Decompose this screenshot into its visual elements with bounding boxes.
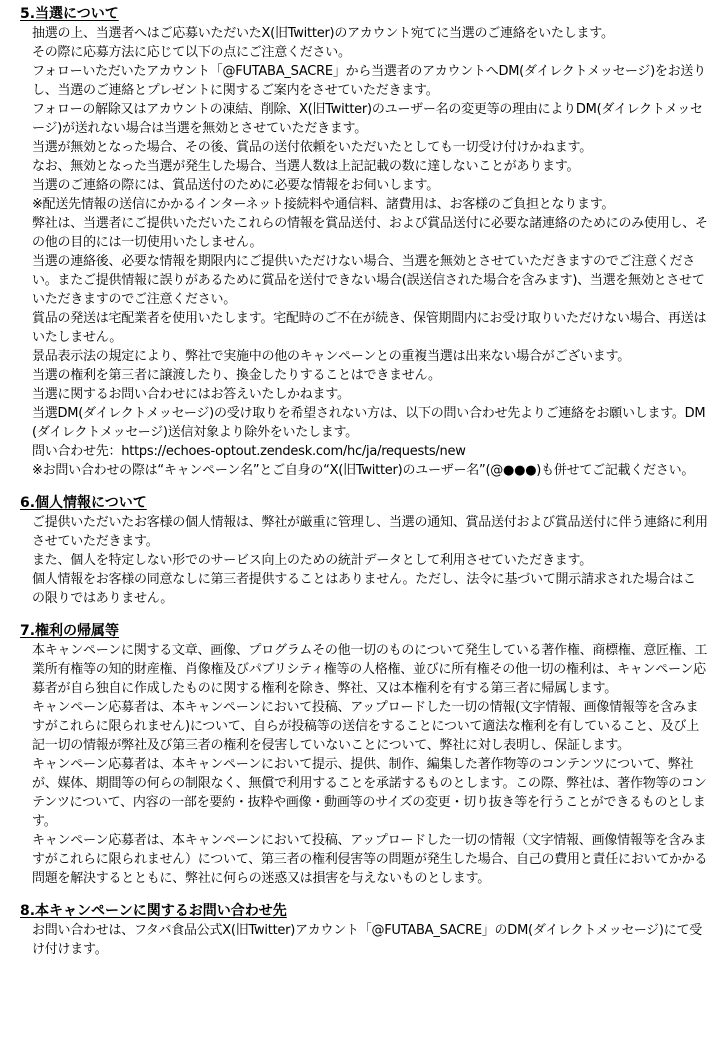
contact-url: 問い合わせ先：https://echoes-optout.zendesk.com/hc/ja/requests/new — [32, 444, 466, 459]
section-contact — [20, 901, 708, 959]
paragraph: フォローの解除又はアカウントの凍結、削除、X(旧Twitter)のユーザー名の変更等の理由によりDM(ダイレクトメッセージ)が送れない場合は当選を無効とさせていただきます。 — [32, 102, 703, 136]
paragraph: 抽選の上、当選者へはご応募いただいたX(旧Twitter)のアカウント宛てに当選のご連絡をいたします。 — [32, 26, 614, 41]
paragraph: キャンペーン応募者は、本キャンペーンにおいて提示、提供、制作、編集した著作物等のコンテンツについて、弊社が、媒体、期間等の何らの制限なく、無償で利用することを承諾するものとします。この際、弊社は、著作物等のコンテンツについて、内容の一部を要約・抜粋や画像・動画等のサイズの変更・切り抜き等を行うことができるものとします。 — [32, 757, 707, 829]
paragraph: キャンペーン応募者は、本キャンペーンにおいて投稿、アップロードした一切の情報(文字情報、画像情報等を含みますがこれらに限られません)について、自らが投稿等の送信をすることについて適法な権利を有していること、及び上記一切の情報が弊社及び第三者の権利を侵害していないことについて、弊社に対し表明し、保証します。 — [32, 700, 700, 753]
paragraph: なお、無効となった当選が発生した場合、当選人数は上記記載の数に達しないことがあります。 — [32, 159, 580, 174]
paragraph: 弊社は、当選者にご提供いただいたこれらの情報を賞品送付、および賞品送付に必要な諸連絡のためにのみ使用し、その他の目的には一切使用いたしません。 — [32, 216, 708, 250]
section-title: 6.個人情報について — [20, 495, 147, 511]
paragraph: 個人情報をお客様の同意なしに第三者提供することはありません。ただし、法令に基づいて開示請求された場合はこの限りではありません。 — [32, 572, 696, 606]
section-title: 7.権利の帰属等 — [20, 623, 120, 639]
paragraph: 当選のご連絡の際には、賞品送付のために必要な情報をお伺いします。 — [32, 178, 439, 193]
paragraph: 当選が無効となった場合、その後、賞品の送付依頼をいただいたとしても一切受け付けかねます。 — [32, 140, 592, 155]
section-winning — [20, 4, 708, 480]
section-title: 5.当選について — [20, 6, 119, 22]
paragraph: 景品表示法の規定により、弊社で実施中の他のキャンペーンとの重複当選は出来ない場合がございます。 — [32, 349, 630, 364]
paragraph: 当選の権利を第三者に譲渡したり、換金したりすることはできません。 — [32, 368, 441, 383]
paragraph: 当選DM(ダイレクトメッセージ)の受け取りを希望されない方は、以下の問い合わせ先よりご連絡をお願いします。DM(ダイレクトメッセージ)送信対象より除外をいたします。 — [32, 406, 706, 440]
paragraph: 当選に関するお問い合わせにはお答えいたしかねます。 — [32, 387, 350, 402]
paragraph: その際に応募方法に応じて以下の点にご注意ください。 — [32, 45, 351, 60]
paragraph: 当選の連絡後、必要な情報を期限内にご提供いただけない場合、当選を無効とさせていただきますのでご注意ください。またご提供情報に誤りがあるために賞品を送付できない場合(誤送信された場合を含みます)、当選を無効とさせていただきますのでご注意ください。 — [32, 254, 705, 307]
paragraph: ご提供いただいたお客様の個人情報は、弊社が厳重に管理し、当選の通知、賞品送付および賞品送付に伴う連絡に利用させていただきます。 — [32, 515, 708, 549]
section-privacy — [20, 493, 708, 608]
paragraph: キャンペーン応募者は、本キャンペーンにおいて投稿、アップロードした一切の情報（文字情報、画像情報等を含みますがこれらに限られません）について、第三者の権利侵害等の問題が発生した場合、自己の費用と責任においてかかる問題を解決するとともに、弊社に何らの迷惑又は損害を与えないものとします。 — [32, 833, 708, 886]
section-title: 8.本キャンペーンに関するお問い合わせ先 — [20, 903, 287, 919]
note-paragraph: ※お問い合わせの際は“キャンペーン名”とご自身の“X(旧Twitter)のユーザー名”(@●●●)も併せてご記載ください。 — [32, 463, 695, 478]
note-paragraph: ※配送先情報の送信にかかるインターネット接続料や通信料、諸費用は、お客様のご負担となります。 — [32, 197, 615, 212]
paragraph: フォローいただいたアカウント「@FUTABA_SACRE」から当選者のアカウントへDM(ダイレクトメッセージ)をお送りし、当選のご連絡とプレゼントに関するご案内をさせていただきます。 — [32, 64, 706, 98]
paragraph: 本キャンペーンに関する文章、画像、プログラムその他一切のものについて発生している著作権、商標権、意匠権、工業所有権等の知的財産権、肖像権及びパブリシティ権等の人格権、並びに所有権その他一切の権利は、キャンペーン応募者が自ら独自に作成したものに関する権利を除き、弊社、又は本権利を有する第三者に帰属します。 — [32, 643, 708, 696]
section-rights — [20, 621, 708, 888]
paragraph: 賞品の発送は宅配業者を使用いたします。宅配時のご不在が続き、保管期間内にお受け取りいただけない場合、再送はいたしません。 — [32, 311, 707, 345]
paragraph: また、個人を特定しない形でのサービス向上のための統計データとして利用させていただきます。 — [32, 553, 592, 568]
paragraph: お問い合わせは、フタバ食品公式X(旧Twitter)アカウント「@FUTABA_SACRE」のDM(ダイレクトメッセージ)にて受け付けます。 — [32, 923, 703, 957]
